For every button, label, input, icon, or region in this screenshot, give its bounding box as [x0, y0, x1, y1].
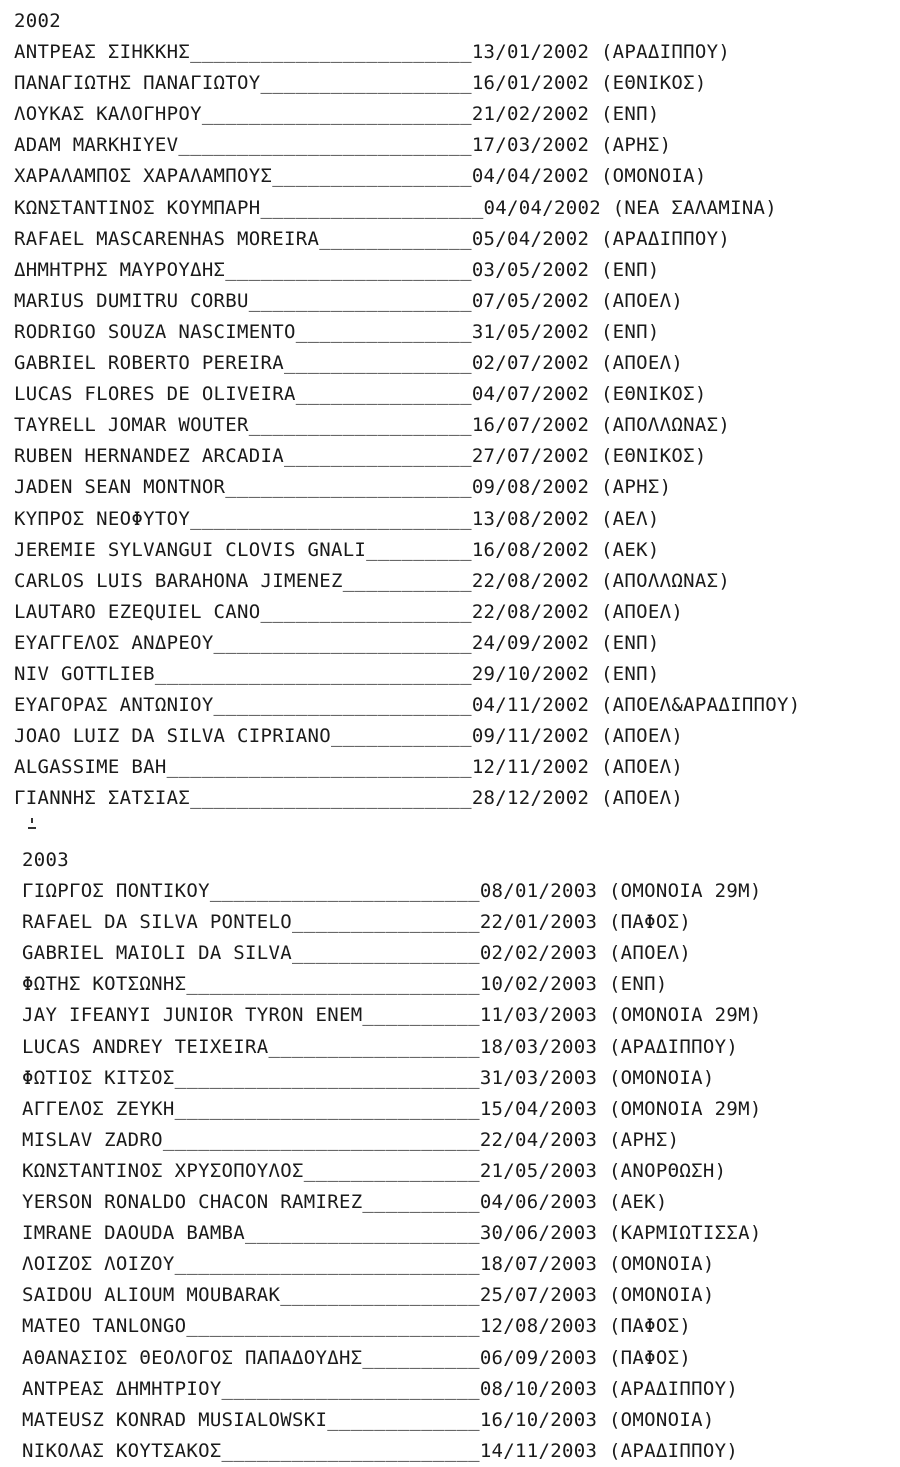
list-item: ΓΙΩΡΓΟΣ ΠΟΝΤΙΚΟΥ_______________________08/01/2003 (ΟΜΟΝΟΙΑ 29Μ) [22, 880, 762, 903]
list-item: MARIUS DUMITRU CORBU___________________07/05/2002 (ΑΠΟΕΛ) [14, 289, 684, 312]
list-item: MATEUSZ KONRAD MUSIALOWSKI_____________16/10/2003 (ΟΜΟΝΟΙΑ) [22, 1408, 715, 1431]
list-item: ALGASSIME BAH__________________________12/11/2002 (ΑΠΟΕΛ) [14, 756, 684, 779]
list-item: ΛΟΥΚΑΣ ΚΑΛΟΓΗΡΟΥ_______________________21/02/2002 (ΕΝΠ) [14, 103, 660, 126]
list-item: ΦΩΤΗΣ ΚΟΤΣΩΝΗΣ_________________________10/02/2003 (ΕΝΠ) [22, 973, 668, 996]
year-heading: 2003 [22, 849, 69, 871]
cursor-dash [28, 827, 36, 829]
list-item: JEREMIE SYLVANGUI CLOVIS GNALI_________16/08/2002 (ΑΕΚ) [14, 538, 660, 561]
list-item: ΑΘΑΝΑΣΙΟΣ ΘΕΟΛΟΓΟΣ ΠΑΠΑΔΟΥΔΗΣ__________06/09/2003 (ΠΑΦΟΣ) [22, 1346, 692, 1369]
list-item: RAFAEL DA SILVA PONTELO________________22/01/2003 (ΠΑΦΟΣ) [22, 911, 692, 934]
list-item: JADEN SEAN MONTNOR_____________________09/08/2002 (ΑΡΗΣ) [14, 476, 672, 499]
list-item: ΚΩΝΣΤΑΝΤΙΝΟΣ ΚΟΥΜΠΑΡΗ___________________04/04/2002 (ΝΕΑ ΣΑΛΑΜΙΝΑ) [14, 196, 778, 219]
section-2003 [0, 845, 900, 1467]
list-item: ΛΟΙΖΟΣ ΛΟΙΖΟΥ__________________________18/07/2003 (ΟΜΟΝΟΙΑ) [22, 1253, 715, 1276]
list-item: RUBEN HERNANDEZ ARCADIA________________27/07/2002 (ΕΘΝΙΚΟΣ) [14, 445, 707, 468]
list-item: ΓΙΑΝΝΗΣ ΣΑΤΣΙΑΣ________________________28/12/2002 (ΑΠΟΕΛ) [14, 787, 684, 810]
section-2002 [0, 6, 900, 814]
list-item: CARLOS LUIS BARAHONA JIMENEZ___________22/08/2002 (ΑΠΟΛΛΩΝΑΣ) [14, 569, 731, 592]
list-item: ΕΥΑΓΓΕΛΟΣ ΑΝΔΡΕΟΥ______________________24/09/2002 (ΕΝΠ) [14, 631, 660, 654]
list-item: JAY IFEANYI JUNIOR TYRON ENEM__________11/03/2003 (ΟΜΟΝΟΙΑ 29Μ) [22, 1004, 762, 1027]
list-item: JOAO LUIZ DA SILVA CIPRIANO____________09/11/2002 (ΑΠΟΕΛ) [14, 725, 684, 748]
list-item: LUCAS FLORES DE OLIVEIRA_______________04/07/2002 (ΕΘΝΙΚΟΣ) [14, 383, 707, 406]
list-item: LUCAS ANDREY TEIXEIRA__________________18/03/2003 (ΑΡΑΔΙΠΠΟΥ) [22, 1035, 739, 1058]
list-item: ΧΑΡΑΛΑΜΠΟΣ ΧΑΡΑΛΑΜΠΟΥΣ_________________04/04/2002 (ΟΜΟΝΟΙΑ) [14, 165, 707, 188]
list-item: GABRIEL MAIOLI DA SILVA________________02/02/2003 (ΑΠΟΕΛ) [22, 942, 692, 965]
list-item: GABRIEL ROBERTO PEREIRA________________02/07/2002 (ΑΠΟΕΛ) [14, 352, 684, 375]
list-item: ΑΓΓΕΛΟΣ ΖΕΥΚΗ__________________________15/04/2003 (ΟΜΟΝΟΙΑ 29Μ) [22, 1097, 762, 1120]
list-item: ΚΥΠΡΟΣ ΝΕΟΦΥΤΟΥ________________________13/08/2002 (ΑΕΛ) [14, 507, 660, 530]
list-item: ΚΩΝΣΤΑΝΤΙΝΟΣ ΧΡΥΣΟΠΟΥΛΟΣ_______________21/05/2003 (ΑΝΟΡΘΩΣΗ) [22, 1159, 727, 1182]
list-item: ΝΙΚΟΛΑΣ ΚΟΥΤΣΑΚΟΣ______________________14/11/2003 (ΑΡΑΔΙΠΠΟΥ) [22, 1439, 739, 1462]
cursor-tick [31, 818, 33, 823]
list-item: SAIDOU ALIOUM MOUBARAK_________________25/07/2003 (ΟΜΟΝΟΙΑ) [22, 1284, 715, 1307]
list-item: ΑΝΤΡΕΑΣ ΣΙΗΚΚΗΣ________________________13/01/2002 (ΑΡΑΔΙΠΠΟΥ) [14, 41, 731, 64]
list-item: TAYRELL JOMAR WOUTER___________________16/07/2002 (ΑΠΟΛΛΩΝΑΣ) [14, 414, 731, 437]
list-item: ΑΝΤΡΕΑΣ ΔΗΜΗΤΡΙΟΥ______________________08/10/2003 (ΑΡΑΔΙΠΠΟΥ) [22, 1377, 739, 1400]
list-item: LAUTARO EZEQUIEL CANO__________________22/08/2002 (ΑΠΟΕΛ) [14, 600, 684, 623]
list-item: RODRIGO SOUZA NASCIMENTO_______________31/05/2002 (ΕΝΠ) [14, 320, 660, 343]
list-item: IMRANE DAOUDA BAMBA____________________30/06/2003 (ΚΑΡΜΙΩΤΙΣΣΑ) [22, 1222, 762, 1245]
list-item: ΠΑΝΑΓΙΩΤΗΣ ΠΑΝΑΓΙΩΤΟΥ__________________16/01/2002 (ΕΘΝΙΚΟΣ) [14, 72, 707, 95]
cursor-mark [28, 818, 36, 830]
list-item: ΕΥΑΓΟΡΑΣ ΑΝΤΩΝΙΟΥ______________________04/11/2002 (ΑΠΟΕΛ&ΑΡΑΔΙΠΠΟΥ) [14, 694, 801, 717]
list-item: MATEO TANLONGO_________________________12/08/2003 (ΠΑΦΟΣ) [22, 1315, 692, 1338]
list-item: ADAM MARKHIYEV_________________________17/03/2002 (ΑΡΗΣ) [14, 134, 672, 157]
year-heading: 2002 [14, 10, 61, 32]
list-item: ΦΩΤΙΟΣ ΚΙΤΣΟΣ__________________________31/03/2003 (ΟΜΟΝΟΙΑ) [22, 1066, 715, 1089]
list-item: RAFAEL MASCARENHAS MOREIRA_____________05/04/2002 (ΑΡΑΔΙΠΠΟΥ) [14, 227, 731, 250]
list-item: MISLAV ZADRO___________________________22/04/2003 (ΑΡΗΣ) [22, 1128, 680, 1151]
list-item: YERSON RONALDO CHACON RAMIREZ__________04/06/2003 (ΑΕΚ) [22, 1191, 668, 1214]
list-item: ΔΗΜΗΤΡΗΣ ΜΑΥΡΟΥΔΗΣ_____________________03/05/2002 (ΕΝΠ) [14, 258, 660, 281]
list-item: NIV GOTTLIEB___________________________29/10/2002 (ΕΝΠ) [14, 662, 660, 685]
